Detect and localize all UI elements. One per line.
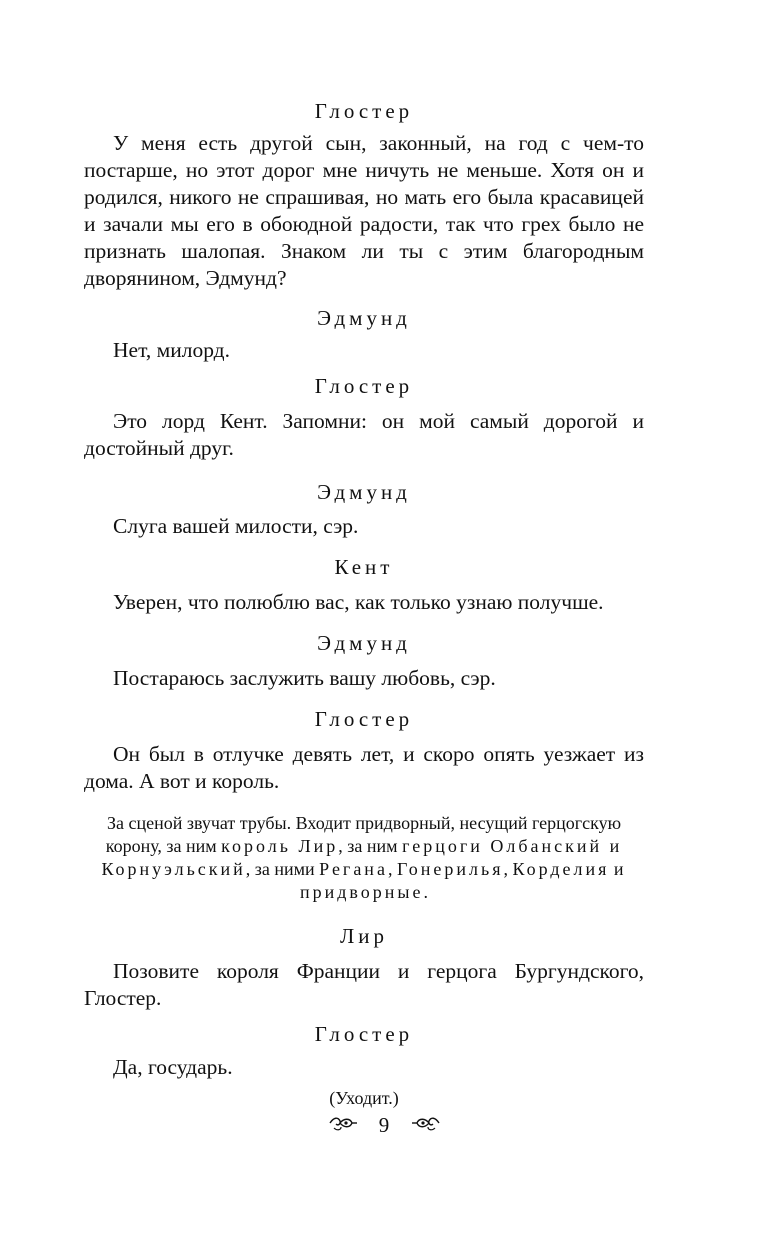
speech-text: Да, государь. bbox=[113, 1055, 233, 1079]
page-body bbox=[84, 98, 644, 1110]
speech-text: У меня есть другой сын, законный, на год с чем-то постарше, но этот дорог мне ничуть не меньше. Хотя он и родился, никого не спрашивая, но мать его была красавицей и зачали мы его в обоюдной радости, так что грех было не признать шалопая. Знаком ли ты с этим благородным дворянином, Эдмунд? bbox=[84, 131, 644, 290]
stage-direction bbox=[84, 812, 644, 904]
speech-text: Это лорд Кент. Запомни: он мой самый дорогой и достойный друг. bbox=[84, 409, 644, 460]
character-dukes: герцоги Олбанский и Корнуэльский bbox=[101, 836, 623, 879]
speaker-name: Кент bbox=[334, 555, 394, 579]
speaker-name: Эдмунд bbox=[317, 480, 411, 504]
stage-text: , bbox=[387, 859, 393, 879]
ornament-left-icon bbox=[328, 1112, 358, 1138]
page-footer bbox=[0, 1110, 768, 1138]
speech-text: Нет, милорд. bbox=[113, 338, 230, 362]
stage-text: За сценой звучат трубы. Входит придворный, несущий герцогскую корону, за ним bbox=[105, 813, 622, 856]
character-regan: Регана bbox=[319, 859, 388, 879]
speech-text: Постараюсь заслужить вашу любовь, сэр. bbox=[113, 666, 496, 690]
speaker-name: Глостер bbox=[314, 707, 414, 731]
stage-text: , за ним bbox=[338, 836, 398, 856]
speech-text: Слуга вашей милости, сэр. bbox=[113, 514, 359, 538]
stage-text: и bbox=[613, 859, 627, 879]
speech-text: Позовите короля Франции и герцога Бургундского, Глостер. bbox=[84, 959, 644, 1010]
stage-text: , bbox=[503, 859, 508, 879]
speaker-name: Эдмунд bbox=[317, 306, 411, 330]
speaker-name: Эдмунд bbox=[317, 631, 411, 655]
exit-direction: (Уходит.) bbox=[329, 1088, 399, 1108]
speaker-name: Глостер bbox=[314, 374, 414, 398]
stage-text: . bbox=[423, 882, 428, 902]
character-cordelia: Корделия bbox=[512, 859, 610, 879]
speech-text: Он был в отлучке девять лет, и скоро опять уезжает из дома. А вот и король. bbox=[84, 742, 644, 793]
character-king: король Лир bbox=[221, 836, 339, 856]
speech-text: Уверен, что полюблю вас, как только узнаю получше. bbox=[113, 590, 604, 614]
character-goneril: Гонерилья bbox=[396, 859, 504, 879]
speaker-name: Глостер bbox=[314, 99, 414, 123]
character-courtiers: придворные bbox=[299, 882, 424, 902]
ornament-right-icon bbox=[411, 1112, 441, 1138]
stage-text: , за ними bbox=[245, 859, 315, 879]
speaker-name: Глостер bbox=[314, 1022, 414, 1046]
page-number: 9 bbox=[378, 1113, 390, 1138]
speaker-name: Лир bbox=[340, 924, 388, 948]
